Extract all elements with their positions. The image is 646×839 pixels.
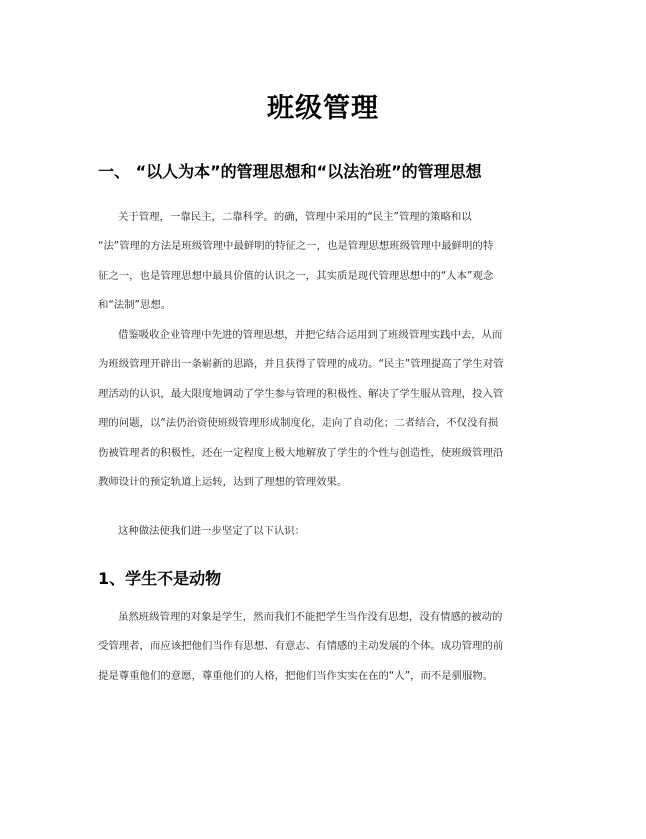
section-heading-students-not-animals: 1、学生不是动物: [98, 569, 222, 588]
paragraph-line: 借鉴吸收企业管理中先进的管理思想，并把它结合运用到了班级管理实践中去，从而: [118, 329, 503, 341]
paragraph-democracy-science: [98, 203, 546, 321]
paragraph-line: 虽然班级管理的对象是学生，然而我们不能把学生当作没有思想，没有情感的被动的: [118, 611, 503, 623]
paragraph-line: 和“法制”思想。: [98, 299, 172, 312]
paragraph-line: “法”管理的方法是班级管理中最鲜明的特征之一，也是管理思想班级管理中最鲜明的特: [98, 240, 494, 253]
paragraph-line: 关于管理，一靠民主，二靠科学。的确，管理中采用的“民主”管理的策略和以: [118, 211, 472, 223]
paragraph-line: 教师设计的预定轨道上运转，达到了理想的管理效果。: [98, 476, 348, 489]
document-title: 班级管理: [267, 93, 379, 124]
paragraph-line: 为班级管理开辟出一条崭新的思路，并且获得了管理的成功。“民主”管理提高了学生对管: [98, 358, 504, 371]
paragraph-line: 受管理者，而应该把他们当作有思想、有意志、有情感的主动发展的个体。成功管理的前: [98, 640, 504, 653]
paragraph-conclusion-intro: [98, 517, 546, 546]
paragraph-line: 征之一，也是管理思想中最具价值的认识之一，其实质是现代管理思想中的“人本”观念: [98, 269, 494, 282]
paragraph-enterprise-management: [98, 321, 546, 497]
paragraph-respect-students: [98, 603, 546, 691]
paragraph-line: 这种做法使我们进一步坚定了以下认识：: [118, 525, 306, 537]
paragraph-line: 理活动的认识，最大限度地调动了学生参与管理的积极性、解决了学生服从管理，投入管: [98, 387, 504, 400]
paragraph-line: 提是尊重他们的意愿，尊重他们的人格，把他们当作实实在在的“人”，而不是驯服物。: [98, 669, 494, 682]
section-heading-management-thought: 一、 “以人为本”的管理思想和“以法治班”的管理思想: [98, 162, 482, 181]
paragraph-line: 伤被管理者的积极性，还在一定程度上极大地解放了学生的个性与创造性，使班级管理沿: [98, 446, 504, 459]
paragraph-line: 理的问题，以“法仍治资使班级管理形成制度化，走向了自动化；二者结合，不仅没有损: [98, 417, 499, 430]
